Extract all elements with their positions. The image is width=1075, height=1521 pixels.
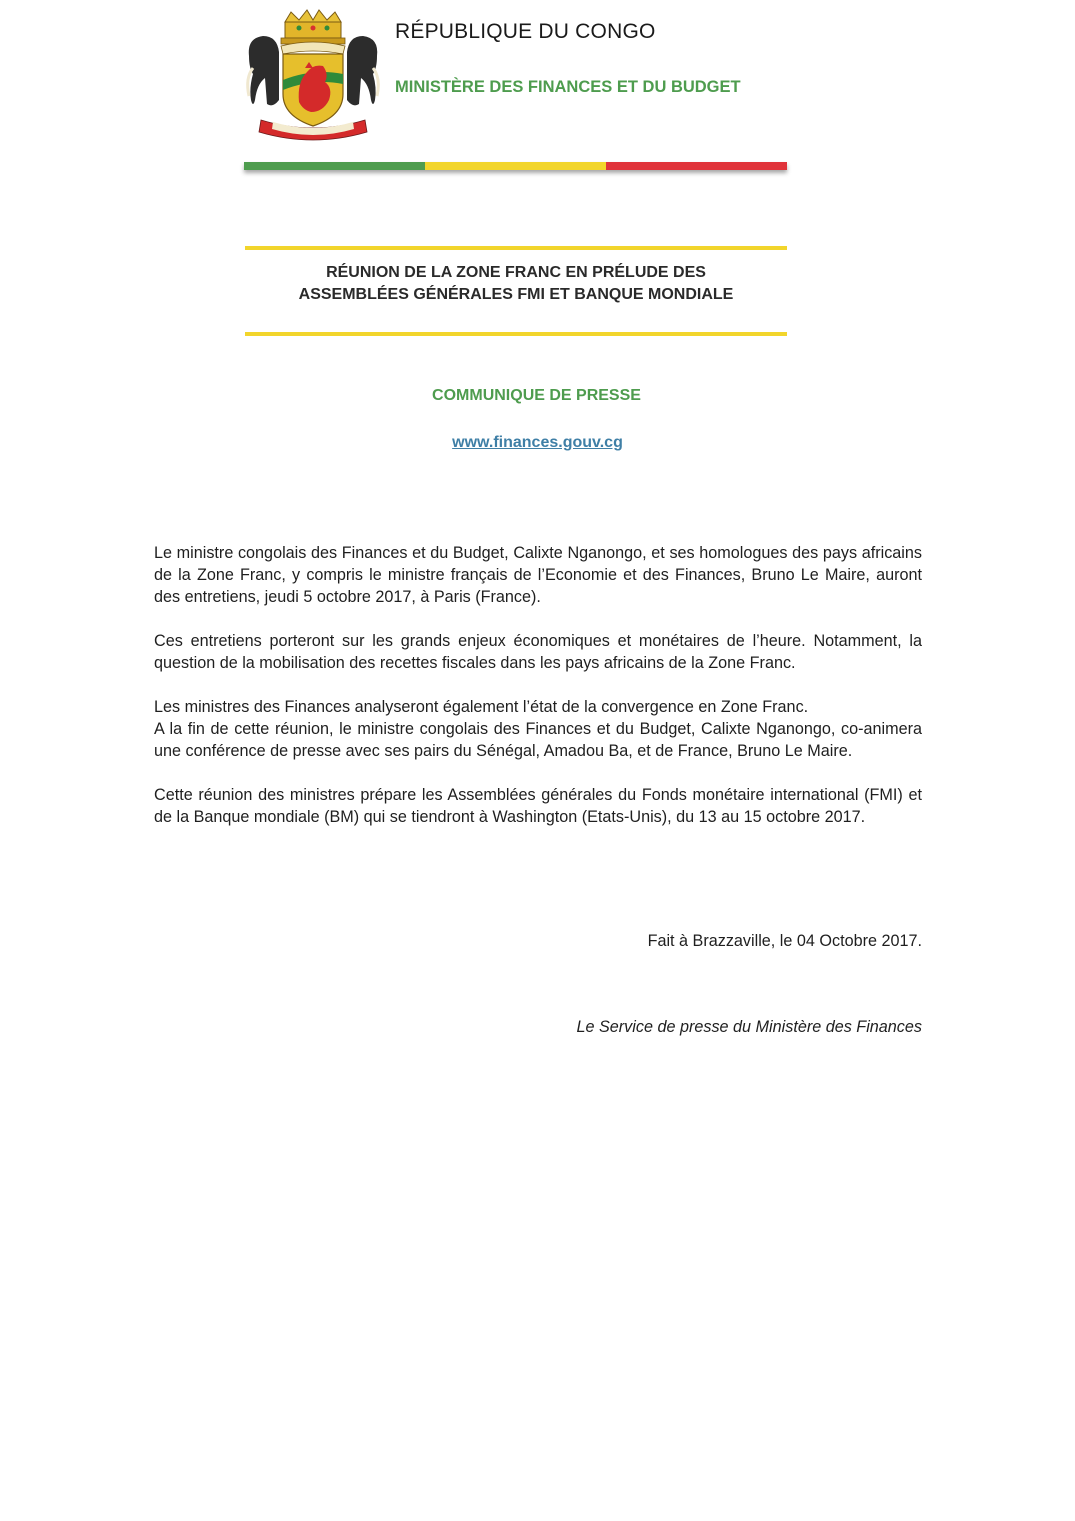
coat-of-arms-emblem [243,8,383,142]
elephant-left-icon [248,36,279,105]
paragraph-1: Le ministre congolais des Finances et du Budget, Calixte Nganongo, et ses homologues des pays africains de la Zone Franc, y compris le ministre français de l’Economie et des Finances, Bruno Le Maire, auront des entretiens, jeudi 5 octobre 2017, à Paris (France). [154,544,922,606]
flag-band-green [244,162,425,170]
elephant-right-icon [347,36,378,105]
headline-line-2: ASSEMBLÉES GÉNÉRALES FMI ET BANQUE MONDIALE [298,286,734,303]
headline-line-1: RÉUNION DE LA ZONE FRANC EN PRÉLUDE DES [326,264,706,281]
country-title: RÉPUBLIQUE DU CONGO [395,20,656,43]
website [0,434,1075,452]
paragraph-2: Ces entretiens porteront sur les grands enjeux économiques et monétaires de l’heure. Notamment, la question de la mobilisation des recettes fiscales dans les pays africains de la Zone Franc. [154,632,922,672]
communique-label [0,387,1075,405]
banner-icon [281,42,345,54]
headline [245,262,787,306]
ministry-title: MINISTÈRE DES FINANCES ET DU BUDGET [395,78,741,96]
paragraph-4: Cette réunion des ministres prépare les Assemblées générales du Fonds monétaire international (FMI) et de la Banque mondiale (BM) qui se tiendront à Washington (Etats-Unis), du 13 au 15 octobre 2017. [154,786,922,826]
shield-icon [283,54,343,126]
place-and-date: Fait à Brazzaville, le 04 Octobre 2017. [647,932,922,950]
headline-rule-top [245,246,787,250]
headline-rule-bottom [245,332,787,336]
crown-icon [281,10,345,44]
flag-band-red [606,162,787,170]
paragraph-3b: A la fin de cette réunion, le ministre congolais des Finances et du Budget, Calixte Nganongo, co-animera une conférence de presse avec ses pairs du Sénégal, Amadou Ba, et de France, Bruno Le Maire. [154,720,922,760]
website-link[interactable]: www.finances.gouv.cg [452,434,623,451]
paragraph-3a: Les ministres des Finances analyseront également l’état de la convergence en Zone Franc. [154,698,809,716]
flag-band-yellow [425,162,606,170]
communique-label-text: COMMUNIQUE DE PRESSE [432,387,641,404]
flag-color-band [244,162,787,170]
press-service-signature: Le Service de presse du Ministère des Finances [576,1018,922,1036]
press-release-body [154,542,922,850]
